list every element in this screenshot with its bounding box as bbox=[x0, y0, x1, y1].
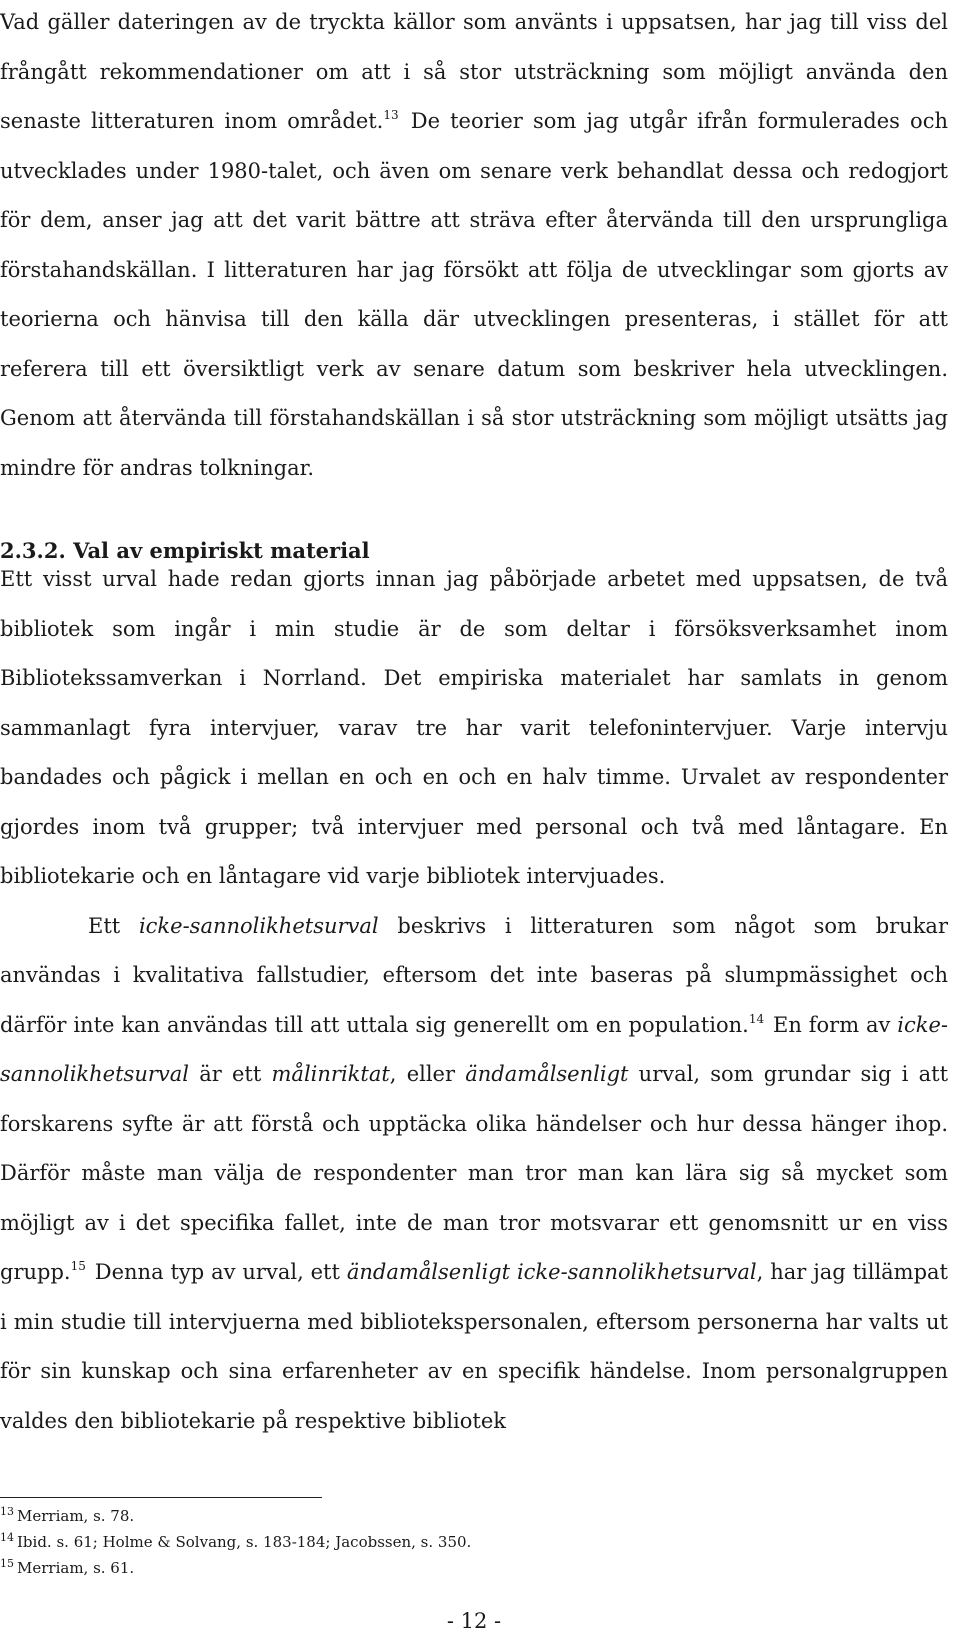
text-run: beskrivs i litteraturen som något som brukar användas i kvalitativa fallstudier, eftersom det inte baseras på slumpmässighet och därför inte kan användas till att uttala sig generellt om en population. bbox=[0, 913, 948, 1037]
text-run: Vad gäller dateringen av de tryckta källor som använts i uppsatsen, har jag till viss del frångått rekommendationer om att i så stor utsträckning som möjligt använda den senaste litteraturen inom området. bbox=[0, 10, 948, 133]
footnote-number: 14 bbox=[0, 1531, 14, 1544]
text-run: , eller bbox=[389, 1062, 466, 1086]
text-run: En form av bbox=[766, 1012, 898, 1037]
footnote-separator bbox=[0, 1497, 322, 1498]
italic-term: ändamålsenligt icke-sannolikhetsurval bbox=[346, 1260, 757, 1284]
paragraph-sampling bbox=[0, 902, 948, 1447]
text-run: Ett bbox=[88, 913, 139, 938]
page-number: - 12 - bbox=[446, 1609, 502, 1633]
text-run: , har jag tillämpat i min studie till intervjuerna med bibliotekspersonalen, eftersom personerna har valts ut för sin kunskap och sina erfarenheter av en specifik händelse. Inom personalgruppen valdes den bibliotekarie på respektive bibliotek bbox=[0, 1260, 948, 1433]
italic-term: icke-sannolikhetsurval bbox=[0, 1012, 948, 1086]
italic-term: ändamålsenligt bbox=[465, 1062, 629, 1086]
footnote-ref-14: 14 bbox=[748, 1011, 765, 1026]
text-run: urval, som grundar sig i att forskarens syfte är att förstå och upptäcka olika händelser och hur dessa hänger ihop. Därför måste man välja de respondenter man tror man kan lära sig så mycket som möjligt av i det specifika fallet, inte de man tror motsvarar ett genomsnitt ur en viss grupp. bbox=[0, 1062, 949, 1284]
empirical-material-section bbox=[0, 555, 948, 1446]
footnote-text: Merriam, s. 61. bbox=[17, 1559, 135, 1577]
intro-section bbox=[0, 0, 948, 493]
footnote-13 bbox=[0, 1503, 948, 1529]
footnotes bbox=[0, 1503, 948, 1581]
footnote-15 bbox=[0, 1555, 948, 1581]
text-run: är ett bbox=[188, 1062, 272, 1086]
footnote-text: Ibid. s. 61; Holme & Solvang, s. 183-184; Jacobssen, s. 350. bbox=[17, 1533, 472, 1551]
footnote-text: Merriam, s. 78. bbox=[17, 1507, 135, 1525]
footnote-ref-13: 13 bbox=[383, 108, 399, 122]
section-heading: 2.3.2. Val av empiriskt material bbox=[0, 538, 370, 563]
text-run: Denna typ av urval, ett bbox=[87, 1260, 347, 1284]
footnote-number: 15 bbox=[0, 1557, 14, 1570]
footnote-number: 13 bbox=[0, 1505, 14, 1518]
footnote-ref-15: 15 bbox=[70, 1259, 86, 1273]
paragraph-selection: Ett visst urval hade redan gjorts innan jag påbörjade arbetet med uppsatsen, de två bibliotek som ingår i min studie är de som deltar i försöksverksamhet inom Bibliotekssamverkan i Norrland. Det empiriska materialet har samlats in genom sammanlagt fyra intervjuer, varav tre har varit telefonintervjuer. Varje intervju bandades och pågick i mellan en och en och en halv timme. Urvalet av respondenter gjordes inom två grupper; två intervjuer med personal och två med låntagare. En bibliotekarie och en låntagare vid varje bibliotek intervjuades. bbox=[0, 567, 948, 888]
italic-term: målinriktat bbox=[271, 1062, 390, 1086]
italic-term: icke-sannolikhetsurval bbox=[138, 913, 379, 938]
footnote-14 bbox=[0, 1529, 948, 1555]
paragraph-dating-sources bbox=[0, 0, 948, 493]
text-run: De teorier som jag utgår ifrån formulerades och utvecklades under 1980-talet, och även om senare verk behandlat dessa och redogjort för dem, anser jag att det varit bättre att sträva efter återvända till den ursprungliga förstahandskällan. I litteraturen har jag försökt att följa de utvecklingar som gjorts av teorierna och hänvisa till den källa där utvecklingen presenteras, i stället för att referera till ett översiktligt verk av senare datum som beskriver hela utvecklingen. Genom att återvända till förstahandskällan i så stor utsträckning som möjligt utsätts jag mindre för andras tolkningar. bbox=[0, 109, 948, 480]
